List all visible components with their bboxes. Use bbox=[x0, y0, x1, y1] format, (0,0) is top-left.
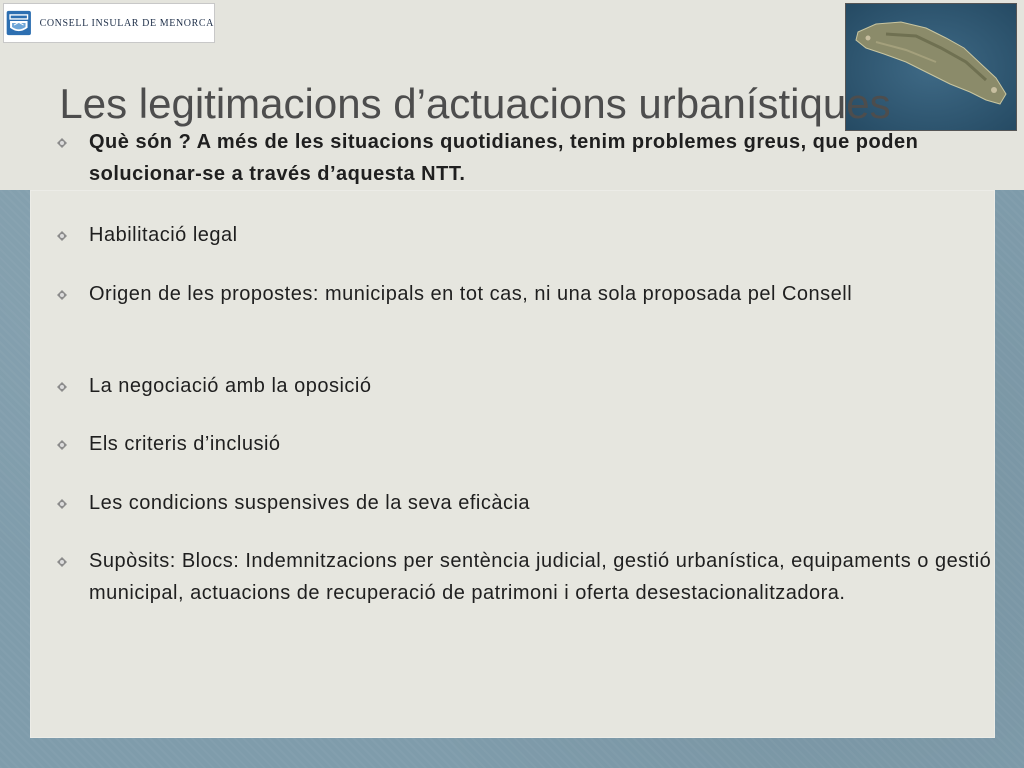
bullet-marker-icon bbox=[56, 230, 68, 242]
content-panel bbox=[30, 190, 995, 738]
bullet-marker-icon bbox=[56, 439, 68, 451]
bullet-text: La negociació amb la oposició bbox=[89, 375, 372, 397]
bullet-item bbox=[89, 428, 1014, 460]
bullet-text: Els criteris d’inclusió bbox=[89, 433, 281, 455]
bullet-marker-icon bbox=[56, 381, 68, 393]
council-logo bbox=[3, 3, 215, 43]
bullet-text: Origen de les propostes: municipals en tot cas, ni una sola proposada pel Consell bbox=[89, 283, 853, 305]
bullet-item bbox=[89, 545, 1014, 609]
bullet-marker-icon bbox=[56, 498, 68, 510]
bullet-item bbox=[89, 219, 1014, 251]
bullet-marker-icon bbox=[56, 556, 68, 568]
bullet-text: Supòsits: Blocs: Indemnitzacions per sentència judicial, gestió urbanística, equipaments o gestió municipal, actuacions de recuperació de patrimoni i oferta desestacionalitzadora. bbox=[89, 550, 992, 604]
bullet-text: Habilitació legal bbox=[89, 224, 238, 246]
bullet-item bbox=[89, 126, 1014, 190]
coat-of-arms-icon bbox=[6, 4, 32, 42]
bullet-text: Què són ? A més de les situacions quotidianes, tenim problemes greus, que poden solucionar-se a través d’aquesta NTT. bbox=[89, 131, 919, 185]
org-name: CONSELL INSULAR DE MENORCA bbox=[39, 17, 214, 29]
bullet-item bbox=[89, 278, 1014, 310]
bullet-marker-icon bbox=[56, 289, 68, 301]
slide-title: Les legitimacions d’actuacions urbanístiques bbox=[59, 80, 891, 127]
bullet-item bbox=[89, 487, 1014, 519]
bullet-item bbox=[89, 370, 1014, 402]
bullet-marker-icon bbox=[56, 137, 68, 149]
bullet-text: Les condicions suspensives de la seva eficàcia bbox=[89, 492, 531, 514]
